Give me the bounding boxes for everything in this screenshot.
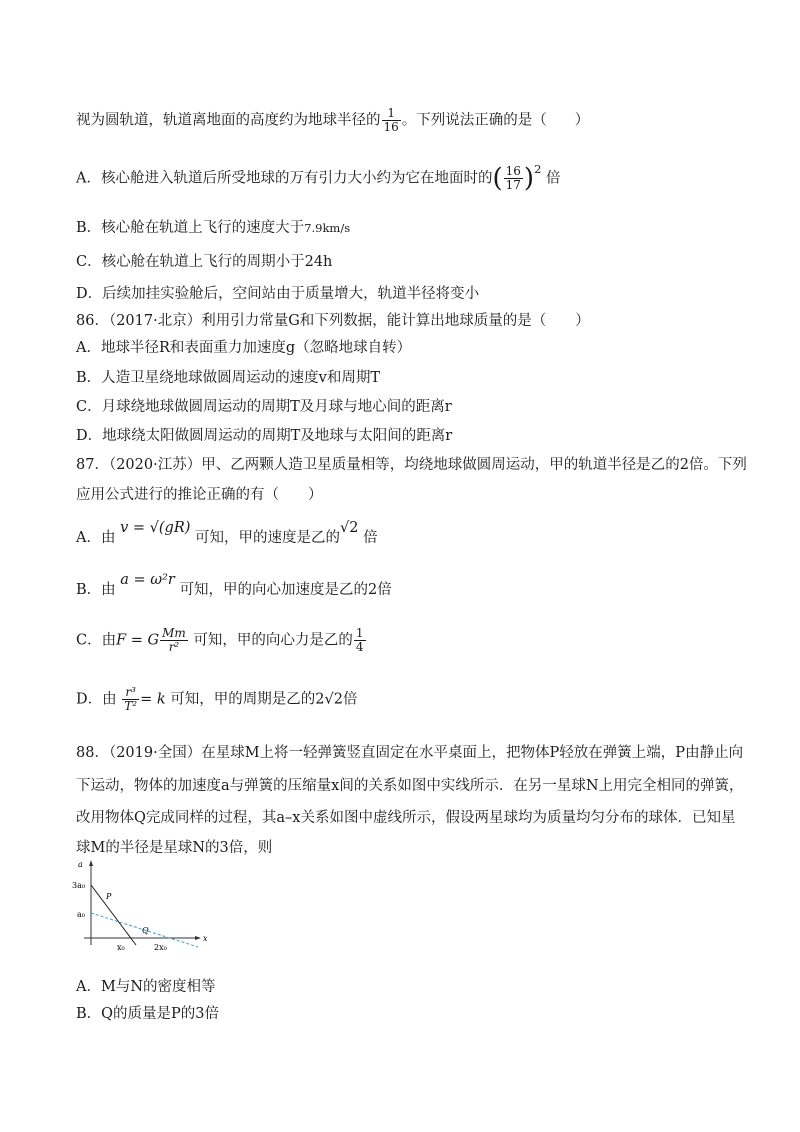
q87-option-a-text: 可知，甲的速度是乙的 [195,530,341,546]
q87-option-a-value: √2 [340,520,359,536]
q85-option-a-fraction [504,165,523,192]
q85-option-d-text: D．后续加挂实验舱后，空间站由于质量增大，轨道半径将变小 [76,286,480,302]
q88-option-a: A．M与N的密度相等 [76,979,216,995]
q86-option-a: A．地球半径R和表面重力加速度g（忽略地球自转） [76,340,412,356]
q87-option-b-formula: a = ω²r [120,572,175,588]
q87-option-c-fraction [160,627,188,654]
q87-option-c-result-den: 4 [355,640,364,654]
q87-option-d-value: 2√2 [315,691,343,708]
graph-y-tick-top: 3a₀ [72,881,86,890]
q85-stem-text-a: 视为圆轨道，轨道离地面的高度约为地球半径的 [76,112,381,129]
q87-option-d-den: T² [124,699,138,713]
graph-y-tick-mid: a₀ [77,910,85,919]
a-x-graph [70,857,220,957]
paren-left: ( [492,163,503,194]
q87-option-c-prefix: C．由 [76,632,117,649]
q85-stem [76,107,589,134]
q85-option-a-den: 17 [505,178,521,192]
graph-x-arrow [195,936,201,940]
q86-option-d: D．地球绕太阳做圆周运动的周期T及地球与太阳间的距离r [76,428,453,444]
q87-stem-line1: 87．（2020·江苏）甲、乙两颗人造卫星质量相等，均绕地球做圆周运动，甲的轨道半径是乙的2倍。下列 [76,457,747,473]
graph-label-p: P [106,892,112,901]
q87-option-d-equals: = k [140,691,166,708]
q87-option-d [76,686,357,713]
q87-option-c-num: Mm [162,626,186,640]
q88-line4: 球M的半径是星球N的3倍，则 [76,840,273,856]
graph-x-tick-2: 2x₀ [154,943,167,952]
graph-x-label: x [203,934,208,943]
q86-option-c: C．月球绕地球做圆周运动的周期T及月球与地心间的距离r [76,399,452,415]
q85-option-b [76,218,350,238]
q88-option-b: B．Q的质量是P的3倍 [76,1006,220,1022]
q87-option-c-result-num: 1 [355,626,364,640]
q87-option-b-prefix: B．由 [76,582,116,598]
q85-option-a-exponent: 2 [534,161,542,176]
q88-line2: 下运动，物体的加速度a与弹簧的压缩量x间的关系如图中实线所示．在另一星球N上用完全相同的弹簧， [76,778,744,794]
q87-option-a-formula: v = √(gR) [120,520,191,536]
q87-option-d-num: r³ [125,685,136,699]
q85-option-a-suffix: 倍 [546,170,561,187]
q87-option-a [76,520,378,548]
q87-option-d-suffix: 倍 [342,691,358,708]
q85-option-a [76,161,561,194]
q87-option-d-text: 可知，甲的周期是乙的 [170,691,316,708]
q87-option-d-prefix: D．由 [76,691,117,708]
q87-stem-line2: 应用公式进行的推论正确的有（ ） [76,487,323,503]
q87-option-c-text: 可知，甲的向心力是乙的 [193,632,353,649]
q85-stem-text-c: ） [574,112,590,129]
q85-frac-den: 16 [383,120,399,134]
graph-y-arrow [89,860,93,866]
q86-option-b: B．人造卫星绕地球做圆周运动的速度v和周期T [76,370,381,386]
q85-option-c [76,252,332,272]
q87-option-c-den: r² [160,640,188,654]
q85-option-b-text: B．核心舱在轨道上飞行的速度大于 [76,220,305,236]
q85-stem-text-b: 。下列说法正确的是（ [401,112,547,129]
q85-option-c-text: C．核心舱在轨道上飞行的周期小于 [76,254,305,270]
q87-option-c-result-fraction [354,627,366,654]
graph-y-label: a [78,860,83,869]
q87-option-d-fraction [122,686,139,713]
q86-stem: 86．（2017·北京）利用引力常量G和下列数据，能计算出地球质量的是（ ） [76,313,590,329]
paren-right: ) [523,163,535,194]
q87-option-a-prefix: A．由 [76,530,116,546]
q85-option-a-num: 16 [505,164,521,178]
q88-line3: 改用物体Q完成同样的过程，其a–x关系如图中虚线所示，假设两星球均为质量均匀分布的球体．已知星 [76,810,736,826]
q87-option-c [76,627,367,654]
q87-option-a-suffix: 倍 [363,530,378,546]
q87-option-b [76,572,392,600]
q85-frac-num: 1 [387,106,395,120]
q87-option-b-text: 可知，甲的向心加速度是乙的2倍 [179,582,392,598]
q85-fraction [382,107,401,134]
graph-x-tick-1: x₀ [117,943,125,952]
q85-option-a-text: A．核心舱进入轨道后所受地球的万有引力大小约为它在地面时的 [76,170,493,187]
graph-label-q: Q [142,926,149,935]
q87-option-c-formula: F = G [116,632,160,649]
q85-option-d [76,284,479,304]
q85-option-b-value: 7.9km/s [304,221,351,235]
q88-line1: 88．（2019·全国）在星球M上将一轻弹簧竖直固定在水平桌面上，把物体P轻放在弹簧上端，P由静止向 [76,745,744,761]
q85-option-c-value: 24h [304,254,333,270]
